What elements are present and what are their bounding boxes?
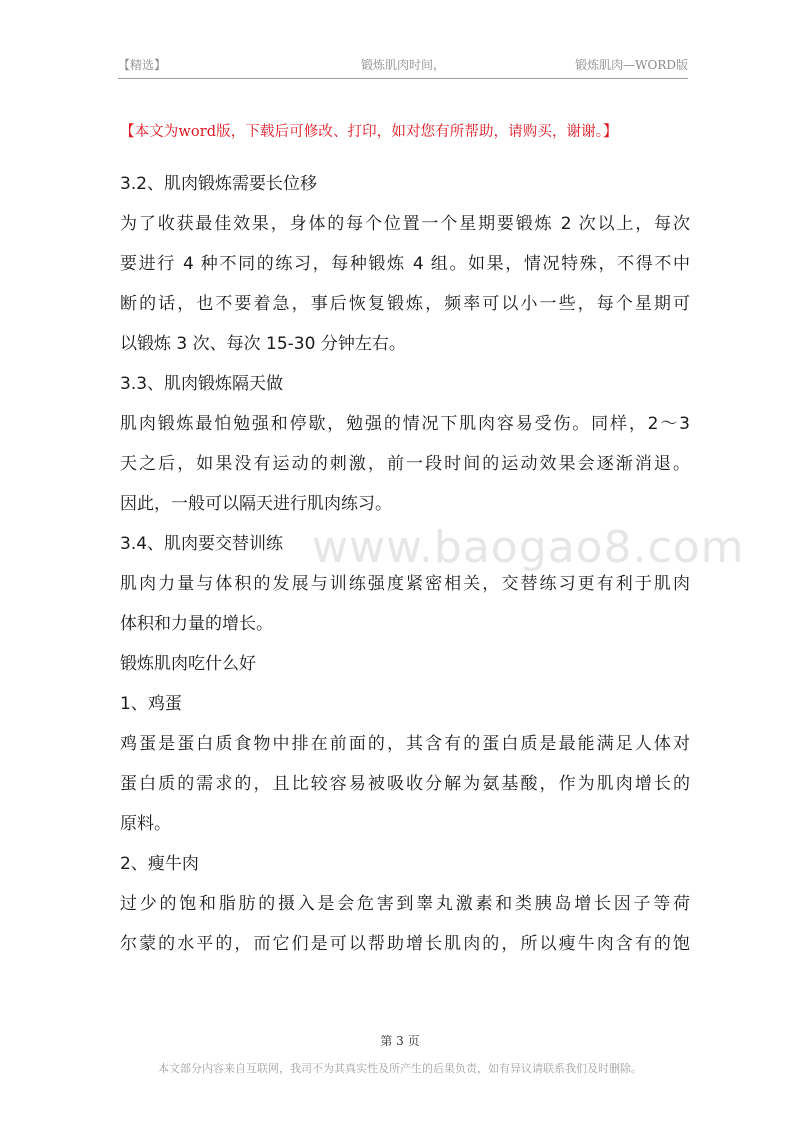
body-line: 为了收获最佳效果，身体的每个位置一个星期要锻炼 2 次以上，每次: [120, 214, 690, 234]
body-line: 体积和力量的增长。: [120, 614, 273, 634]
body-line: 要进行 4 种不同的练习，每种锻炼 4 组。如果，情况特殊，不得不中: [120, 254, 690, 274]
purchase-notice: 【本文为word版，下载后可修改、打印，如对您有所帮助，请购买，谢谢。】: [120, 124, 618, 140]
body-line: 尔蒙的水平的，而它们是可以帮助增长肌肉的，所以瘦牛肉含有的饱: [120, 934, 690, 954]
body-line: 肌肉力量与体积的发展与训练强度紧密相关，交替练习更有利于肌肉: [120, 574, 690, 594]
body-line: 以锻炼 3 次、每次 15-30 分钟左右。: [120, 334, 406, 354]
section-heading: 1、鸡蛋: [120, 694, 182, 714]
header-right-text: 锻炼肌肉—WORD版: [575, 58, 688, 72]
document-body: [120, 164, 690, 964]
body-line: 原料。: [120, 814, 171, 834]
body-line: 过少的饱和脂肪的摄入是会危害到睾丸激素和类胰岛增长因子等荷: [120, 894, 690, 914]
section-heading: 3.2、肌肉锻炼需要长位移: [120, 174, 318, 194]
page-header: [118, 56, 688, 78]
header-left-text: 【精选】: [118, 58, 167, 72]
body-line: 断的话，也不要着急，事后恢复锻炼，频率可以小一些，每个星期可: [120, 294, 690, 314]
section-heading: 2、瘦牛肉: [120, 854, 199, 874]
watermark: www.baogao8.com: [312, 522, 745, 573]
footer-disclaimer: 本文部分内容来自互联网，我司不为其真实性及所产生的后果负责，如有异议请联系我们及时删除。: [158, 1062, 642, 1075]
section-heading: 锻炼肌肉吃什么好: [120, 654, 256, 674]
header-center-text: 锻炼肌肉时间，: [360, 58, 445, 72]
body-line: 肌肉锻炼最怕勉强和停歇，勉强的情况下肌肉容易受伤。同样，2～3: [120, 414, 690, 434]
header-divider: [118, 78, 688, 79]
section-heading: 3.4、肌肉要交替训练: [120, 534, 284, 554]
body-line: 鸡蛋是蛋白质食物中排在前面的，其含有的蛋白质是最能满足人体对: [120, 734, 690, 754]
page-number: 第 3 页: [380, 1034, 420, 1048]
body-line: 因此，一般可以隔天进行肌肉练习。: [120, 494, 392, 514]
section-heading: 3.3、肌肉锻炼隔天做: [120, 374, 284, 394]
body-line: 天之后，如果没有运动的刺激，前一段时间的运动效果会逐渐消退。: [120, 454, 690, 474]
body-line: 蛋白质的需求的，且比较容易被吸收分解为氨基酸，作为肌肉增长的: [120, 774, 690, 794]
